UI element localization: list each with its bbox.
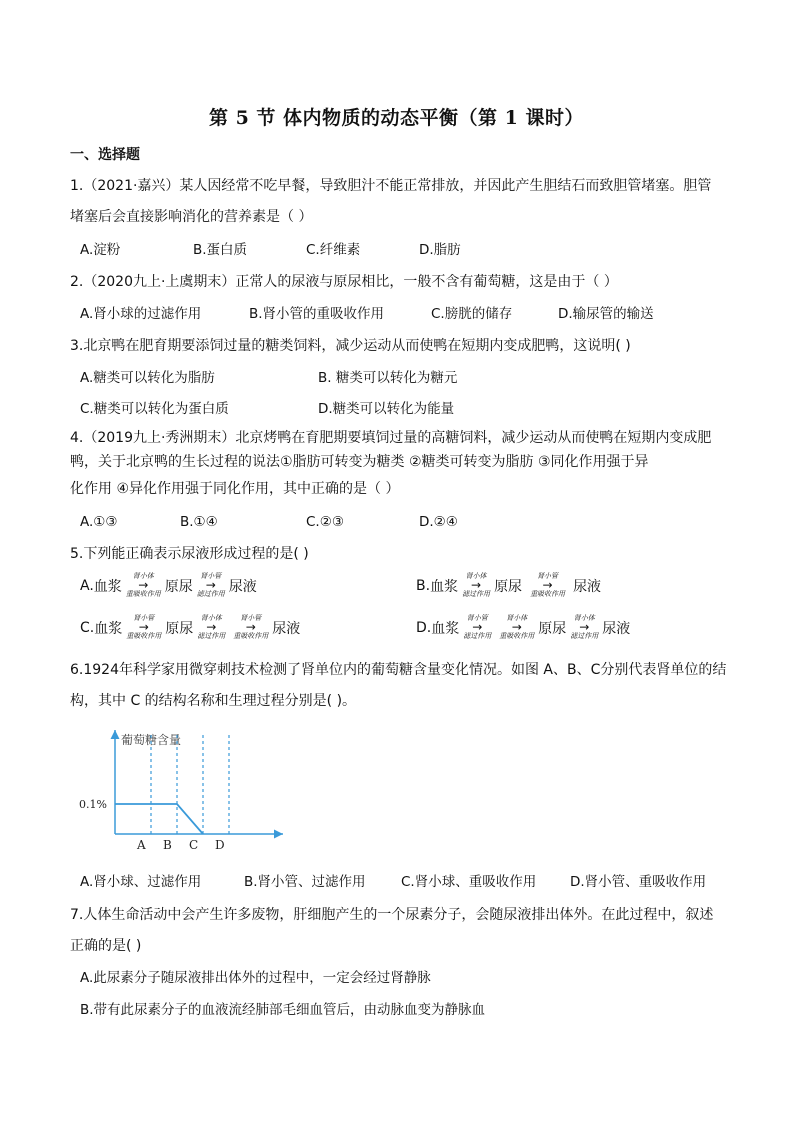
glucose-series-line [115,804,203,834]
q5d-arrow1 [463,615,491,640]
q5b-arrow2 [530,573,565,598]
q5a-plasma: 血浆 [93,578,122,595]
q3-option-a[interactable]: A.糖类可以转化为脂肪 [80,370,215,386]
q5a-arrow2 [197,573,225,598]
page-title: 第 5 节 体内物质的动态平衡（第 1 课时） [208,107,584,129]
q5c-arrow2-bottom: 滤过作用 [197,632,226,640]
q5b-plasma: 血浆 [430,578,459,595]
q6-option-a[interactable]: A.肾小球、过滤作用 [80,874,202,890]
q3-option-c[interactable]: C.糖类可以转化为蛋白质 [80,401,229,417]
q6-stem-line1: 6.1924年科学家用微穿刺技术检测了肾单位内的葡萄糖含量变化情况。如图 A、B、C分别代表肾单位的结 [70,662,727,678]
q5c-arrow3-top: 肾小管 [240,614,262,622]
q5d-arrow1-top: 肾小管 [466,614,488,622]
q5b-arrow1-bottom: 滤过作用 [462,590,491,598]
q4-option-b[interactable]: B.①④ [180,514,218,530]
q4-stem-line3: 化作用 ④异化作用强于同化作用，其中正确的是（ ） [70,481,400,497]
q5c-arrow2-top: 肾小体 [200,614,222,622]
right-arrow-icon: → [205,578,216,592]
q7-stem-line2: 正确的是( ) [70,938,142,954]
q5b-arrow1-top: 肾小体 [465,572,487,580]
right-arrow-icon: → [511,620,522,634]
q5c-prefix: C. [80,619,95,636]
q4-option-c[interactable]: C.②③ [306,514,344,530]
right-arrow-icon: → [206,620,217,634]
right-arrow-icon: → [472,620,483,634]
q2-stem-line1: 2.（2020九上·上虞期末）正常人的尿液与原尿相比，一般不含有葡萄糖，这是由于（ ） [70,274,618,290]
q7-option-a[interactable]: A.此尿素分子随尿液排出体外的过程中，一定会经过肾静脉 [80,970,431,986]
q5c-arrow1-top: 肾小管 [133,614,155,622]
q5-option-b[interactable] [416,573,601,598]
q5b-arrow2-top: 肾小管 [537,572,559,580]
q4-stem-line1: 4.（2019九上·秀洲期末）北京烤鸭在育肥期要填饲过量的高糖饲料，减少运动从而使鸭在短期内变成肥 [70,430,712,446]
q5c-plasma: 血浆 [94,620,123,637]
q5c-primary: 原尿 [165,620,194,637]
q5d-arrow3-bottom: 滤过作用 [570,632,599,640]
q1-option-d[interactable]: D.脂肪 [419,242,461,258]
right-arrow-icon: → [471,578,482,592]
q5c-arrow1 [126,615,161,640]
q5b-primary: 原尿 [494,578,523,595]
q1-option-c[interactable]: C.纤维素 [306,242,361,258]
q5a-arrow1-top: 肾小体 [132,572,154,580]
q1-option-b[interactable]: B.蛋白质 [193,242,248,258]
q7-option-b[interactable]: B.带有此尿素分子的血液流经肺部毛细血管后，由动脉血变为静脉血 [80,1002,486,1018]
q3-option-b[interactable]: B. 糖类可以转化为糖元 [318,370,458,386]
q5b-arrow2-bottom: 重吸收作用 [530,590,566,598]
q4-option-d[interactable]: D.②④ [419,514,458,530]
q5d-arrow1-bottom: 滤过作用 [463,632,492,640]
x-tick-c: C [189,838,199,852]
q5c-arrow1-bottom: 重吸收作用 [126,632,162,640]
q5d-prefix: D. [416,619,432,636]
q1-stem-line2: 堵塞后会直接影响消化的营养素是（ ） [70,209,313,225]
q2-option-b[interactable]: B.肾小管的重吸收作用 [249,306,385,322]
q5b-prefix: B. [416,577,431,594]
q5a-arrow1-bottom: 重吸收作用 [125,590,161,598]
x-tick-d: D [215,838,225,852]
q5d-arrow3-top: 肾小体 [573,614,595,622]
q5-option-c[interactable] [80,615,300,640]
q5a-arrow2-bottom: 滤过作用 [196,590,225,598]
q5c-arrow3 [233,615,268,640]
right-arrow-icon: → [138,620,149,634]
right-arrow-icon: → [245,620,256,634]
q2-option-d[interactable]: D.输尿管的输送 [558,306,654,322]
right-arrow-icon: → [542,578,553,592]
q5d-plasma: 血浆 [431,620,460,637]
q5b-arrow1 [462,573,490,598]
q6-option-c[interactable]: C.肾小球、重吸收作用 [401,874,537,890]
q3-stem-line1: 3.北京鸭在肥育期要添饲过量的糖类饲料，减少运动从而使鸭在短期内变成肥鸭，这说明( ) [70,338,631,354]
x-tick-b: B [163,838,172,852]
x-tick-a: A [137,838,146,852]
q4-stem-line2: 鸭，关于北京鸭的生长过程的说法①脂肪可转变为糖类 ②糖类可转变为脂肪 ③同化作用强于异 [70,454,649,470]
q5c-arrow2 [197,615,225,640]
q3-option-d[interactable]: D.糖类可以转化为能量 [318,401,455,417]
q2-option-c[interactable]: C.膀胱的储存 [431,306,513,322]
q6-option-b[interactable]: B.肾小管、过滤作用 [244,874,366,890]
q5a-prefix: A. [80,577,94,594]
q6-stem-line2: 构，其中 C 的结构名称和生理过程分别是( )。 [70,693,357,709]
q1-option-a[interactable]: A.淀粉 [80,242,121,258]
q5d-urine: 尿液 [602,620,631,637]
q5-option-a[interactable] [80,573,257,598]
q5a-arrow1 [126,573,161,598]
q6-option-d[interactable]: D.肾小管、重吸收作用 [570,874,707,890]
q5a-urine: 尿液 [228,578,257,595]
q4-option-a[interactable]: A.①③ [80,514,118,530]
q5a-primary: 原尿 [164,578,193,595]
q5c-urine: 尿液 [272,620,301,637]
q5a-arrow2-top: 肾小管 [200,572,222,580]
q5d-primary: 原尿 [538,620,567,637]
q5b-urine: 尿液 [573,578,602,595]
q5d-arrow2-bottom: 重吸收作用 [499,632,535,640]
q5-stem-line1: 5.下列能正确表示尿液形成过程的是( ) [70,546,309,562]
q5c-arrow3-bottom: 重吸收作用 [233,632,269,640]
section-heading: 一、选择题 [70,147,140,163]
right-arrow-icon: → [138,578,149,592]
q5d-arrow3 [570,615,598,640]
glucose-chart [75,726,290,856]
y-tick-label: 0.1% [79,798,107,811]
q7-stem-line1: 7.人体生命活动中会产生许多废物，肝细胞产生的一个尿素分子，会随尿液排出体外。在此过程中，叙述 [70,907,714,923]
q2-option-a[interactable]: A.肾小球的过滤作用 [80,306,202,322]
q5d-arrow2-top: 肾小体 [506,614,528,622]
q5-option-d[interactable] [416,615,630,640]
right-arrow-icon: → [579,620,590,634]
q5d-arrow2 [499,615,534,640]
y-axis-label: 葡萄糖含量 [121,733,182,747]
q1-stem-line1: 1.（2021·嘉兴）某人因经常不吃早餐，导致胆汁不能正常排放，并因此产生胆结石而致胆管堵塞。胆管 [70,178,712,194]
